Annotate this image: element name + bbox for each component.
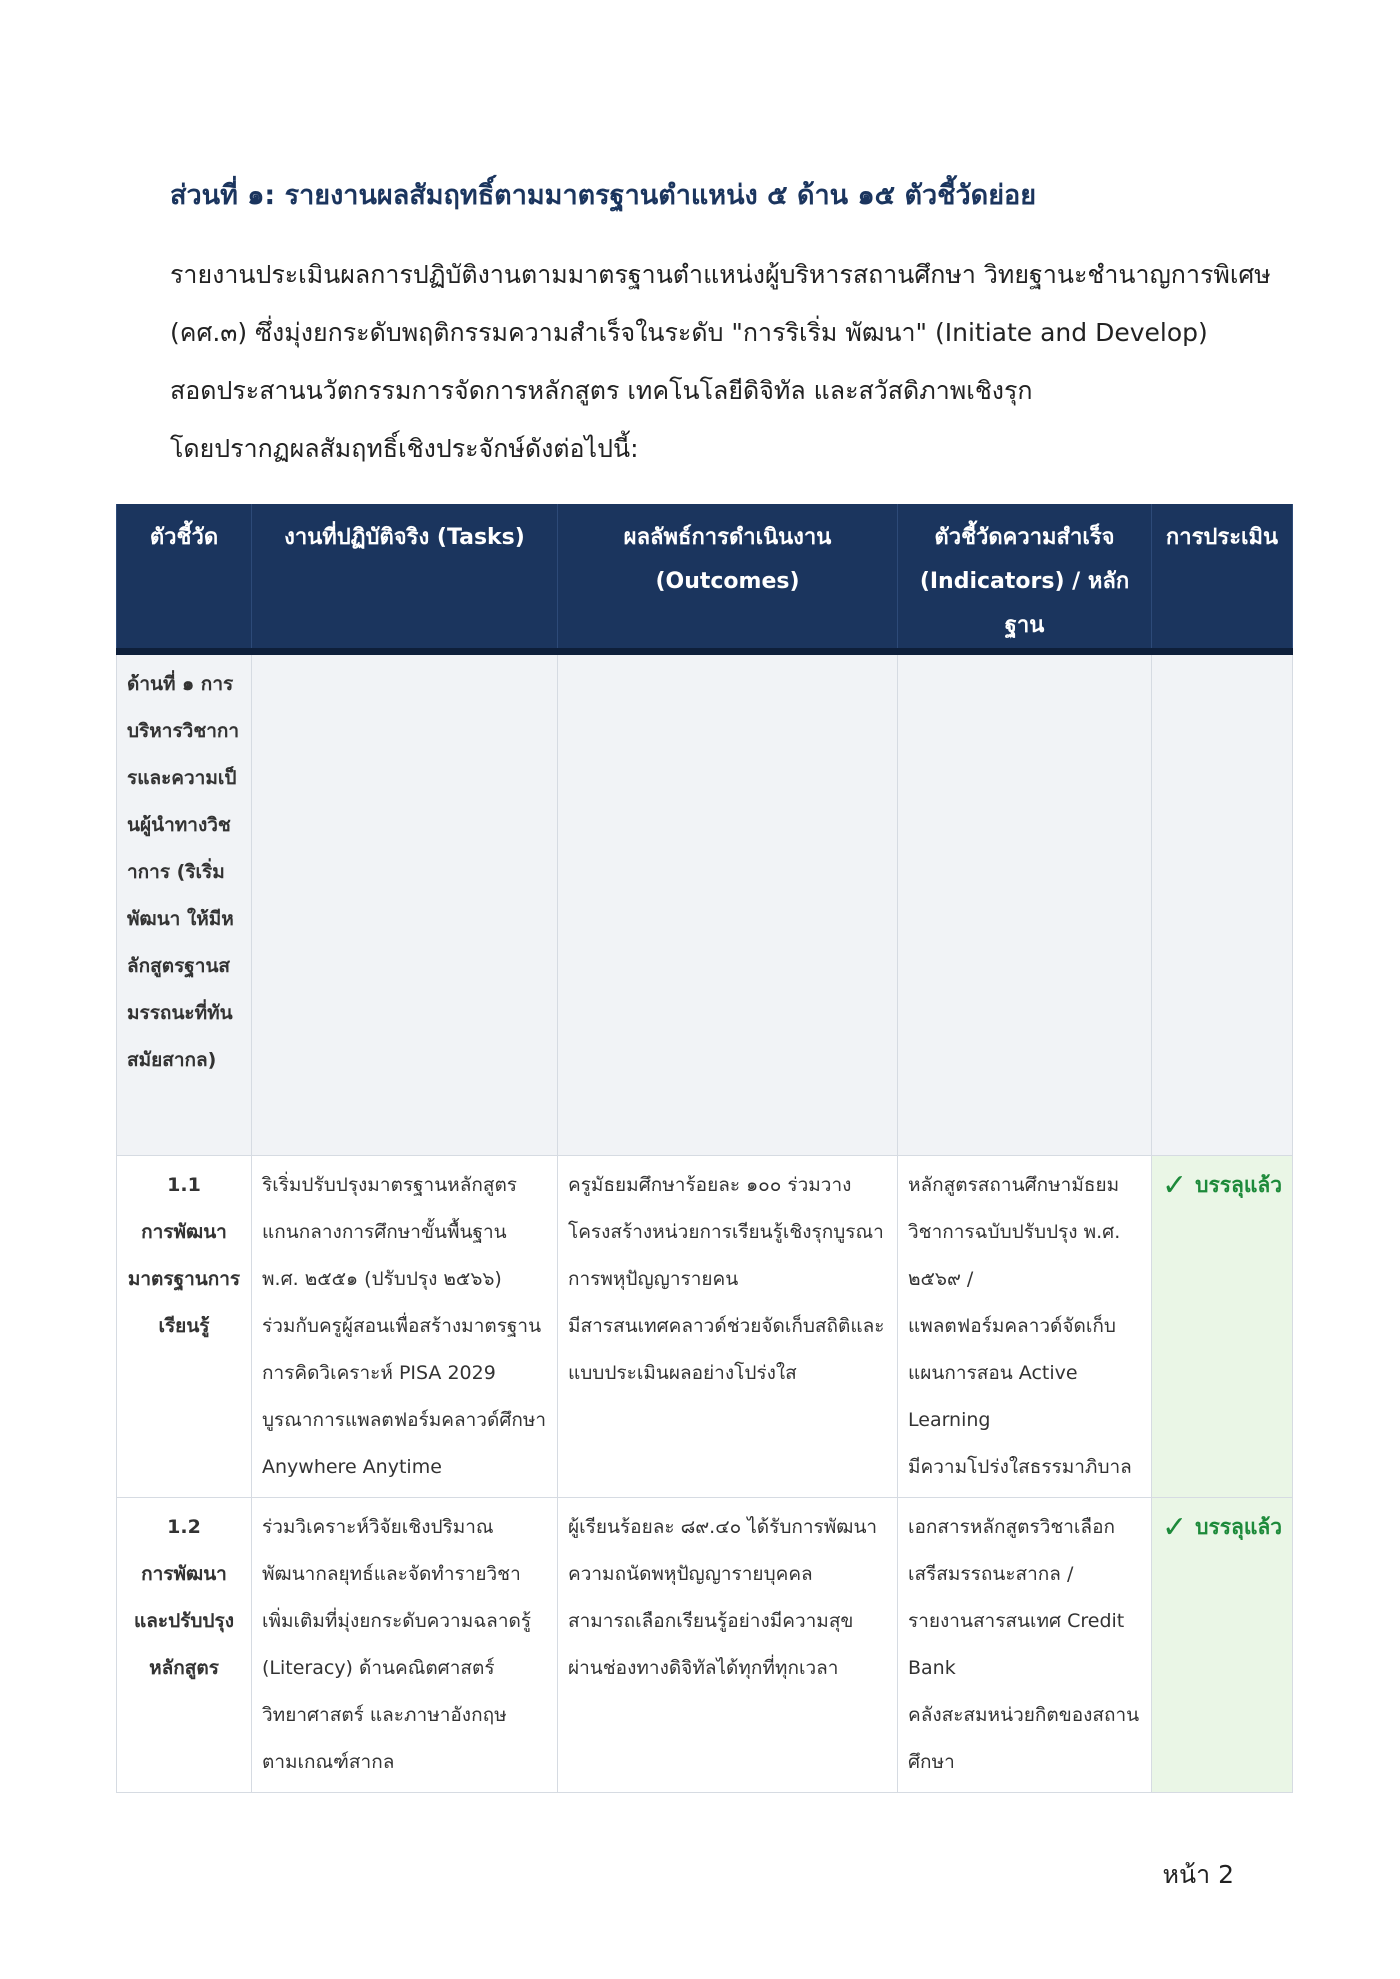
header-indicator: ตัวชี้วัด	[117, 504, 252, 652]
evidence-item: มีความโปร่งใสธรรมาภิบาล	[908, 1456, 1132, 1478]
outcomes-cell	[558, 1498, 898, 1793]
evaluation-text: บรรลุแล้ว	[1195, 1515, 1283, 1539]
header-row	[117, 504, 1293, 652]
domain-row	[117, 652, 1293, 1156]
status-badge	[1162, 1168, 1283, 1203]
domain-empty-cell	[558, 652, 898, 1156]
intro-line: สอดประสานนวัตกรรมการจัดการหลักสูตร เทคโนโลยีดิจิทัล และสวัสดิภาพเชิงรุก	[170, 376, 1033, 405]
outcome-item: สามารถเลือกเรียนรู้อย่างมีความสุขผ่านช่องทางดิจิทัลได้ทุกที่ทุกเวลา	[568, 1610, 854, 1679]
indicators-cell	[898, 1498, 1152, 1793]
header-outcomes: ผลลัพธ์การดำเนินงาน (Outcomes)	[558, 504, 898, 652]
domain-empty-cell	[898, 652, 1152, 1156]
tasks-cell	[252, 1156, 558, 1498]
check-icon: ✓	[1162, 1510, 1188, 1545]
table-row	[117, 1498, 1293, 1793]
results-table	[116, 504, 1293, 1793]
outcome-item: ผู้เรียนร้อยละ ๘๙.๔๐ ได้รับการพัฒนาความถนัดพหุปัญญารายบุคคล	[568, 1516, 878, 1585]
header-evaluation: การประเมิน	[1152, 504, 1293, 652]
intro-paragraph	[170, 246, 1300, 478]
evidence-item: หลักสูตรสถานศึกษามัธยมวิชาการฉบับปรับปรุง พ.ศ. ๒๕๖๙ /	[908, 1174, 1121, 1290]
section-title: ส่วนที่ ๑: รายงานผลสัมฤทธิ์ตามมาตรฐานตำแหน่ง ๕ ด้าน ๑๕ ตัวชี้วัดย่อย	[170, 180, 1037, 211]
page-number: หน้า 2	[1162, 1860, 1234, 1889]
indicator-number: 1.1	[167, 1174, 201, 1196]
evidence-item: เอกสารหลักสูตรวิชาเลือกเสรีสมรรถนะสากล /	[908, 1516, 1115, 1585]
domain-empty-cell	[1152, 652, 1293, 1156]
evidence-item: รายงานสารสนเทศ Credit Bank	[908, 1610, 1125, 1679]
tasks-cell	[252, 1498, 558, 1793]
indicator-cell	[117, 1156, 252, 1498]
evidence-item: แพลตฟอร์มคลาวด์จัดเก็บแผนการสอน Active Learning	[908, 1315, 1116, 1431]
domain-label: ด้านที่ ๑ การบริหารวิชาการและความเป็นผู้นำทางวิชาการ (ริเริ่ม พัฒนา ให้มีหลักสูตรฐานสมรรถนะที่ทันสมัยสากล)	[117, 652, 252, 1156]
status-badge	[1162, 1510, 1283, 1545]
check-icon: ✓	[1162, 1168, 1188, 1203]
task-item: ร่วมวิเคราะห์วิจัยเชิงปริมาณ พัฒนากลยุทธ์และจัดทำรายวิชาเพิ่มเติมที่มุ่งยกระดับความฉลาดรู้ (Literacy) ด้านคณิตศาสตร์ วิทยาศาสตร์ และภาษาอังกฤษ ตามเกณฑ์สากล	[262, 1516, 532, 1773]
indicator-number: 1.2	[167, 1516, 201, 1538]
outcomes-cell	[558, 1156, 898, 1498]
task-item: ร่วมกับครูผู้สอนเพื่อสร้างมาตรฐานการคิดวิเคราะห์ PISA 2029	[262, 1315, 542, 1384]
indicator-name: การพัฒนาและปรับปรุงหลักสูตร	[134, 1563, 234, 1679]
evidence-item: คลังสะสมหน่วยกิตของสถานศึกษา	[908, 1704, 1140, 1773]
intro-line: รายงานประเมินผลการปฏิบัติงานตามมาตรฐานตำแหน่งผู้บริหารสถานศึกษา วิทยฐานะชำนาญการพิเศษ	[170, 260, 1271, 289]
evaluation-text: บรรลุแล้ว	[1195, 1173, 1283, 1197]
outcome-item: ครูมัธยมศึกษาร้อยละ ๑๐๐ ร่วมวางโครงสร้างหน่วยการเรียนรู้เชิงรุกบูรณาการพหุปัญญารายคน	[568, 1174, 884, 1290]
header-tasks: งานที่ปฏิบัติจริง (Tasks)	[252, 504, 558, 652]
indicators-cell	[898, 1156, 1152, 1498]
intro-line: (คศ.๓) ซึ่งมุ่งยกระดับพฤติกรรมความสำเร็จในระดับ "การริเริ่ม พัฒนา" (Initiate and Develop)	[170, 318, 1208, 347]
indicator-cell	[117, 1498, 252, 1793]
outcome-item: มีสารสนเทศคลาวด์ช่วยจัดเก็บสถิติและแบบประเมินผลอย่างโปร่งใส	[568, 1315, 885, 1384]
evaluation-cell	[1152, 1498, 1293, 1793]
intro-line: โดยปรากฏผลสัมฤทธิ์เชิงประจักษ์ดังต่อไปนี้:	[170, 434, 639, 463]
header-indicators-evidence: ตัวชี้วัดความสำเร็จ (Indicators) / หลักฐาน	[898, 504, 1152, 652]
domain-empty-cell	[252, 652, 558, 1156]
task-item: ริเริ่มปรับปรุงมาตรฐานหลักสูตรแกนกลางการศึกษาขั้นพื้นฐาน พ.ศ. ๒๕๕๑ (ปรับปรุง ๒๕๖๖)	[262, 1174, 517, 1290]
task-item: บูรณาการแพลตฟอร์มคลาวด์ศึกษา Anywhere Anytime	[262, 1409, 547, 1478]
indicator-name: การพัฒนามาตรฐานการเรียนรู้	[127, 1221, 241, 1337]
evaluation-cell	[1152, 1156, 1293, 1498]
table-header	[117, 504, 1293, 652]
table-row	[117, 1156, 1293, 1498]
